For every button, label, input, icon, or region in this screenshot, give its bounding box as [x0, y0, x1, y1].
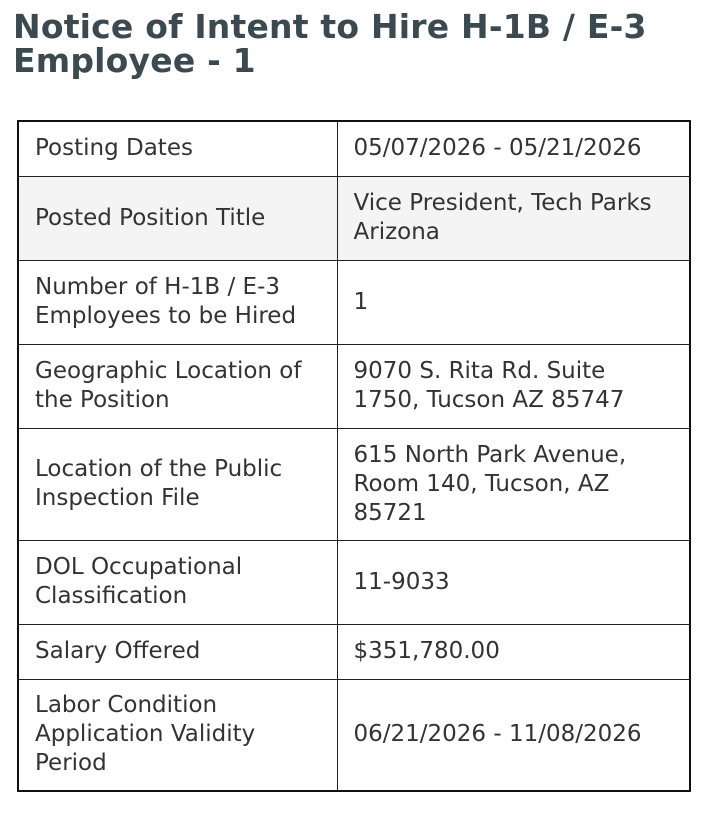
row-value-occupational-classification: 11-9033: [337, 540, 690, 624]
row-label-posting-dates: Posting Dates: [18, 121, 337, 176]
row-label-geographic-location: Geographic Location of the Position: [18, 344, 337, 428]
table-row-employees-hired: [18, 260, 690, 344]
row-value-position-title: Vice President, Tech Parks Arizona: [337, 176, 690, 260]
row-label-public-inspection-file: Location of the Public Inspection File: [18, 428, 337, 540]
row-value-salary-offered: $351,780.00: [337, 624, 690, 679]
row-label-occupational-classification: DOL Occupational Classification: [18, 540, 337, 624]
row-label-lca-validity-period: Labor Condition Application Validity Period: [18, 679, 337, 791]
table-row-lca-validity-period: [18, 679, 690, 791]
notice-details-table: [17, 120, 691, 792]
row-value-lca-validity-period: 06/21/2026 - 11/08/2026: [337, 679, 690, 791]
table-row-occupational-classification: [18, 540, 690, 624]
row-label-employees-hired: Number of H-1B / E-3 Employees to be Hired: [18, 260, 337, 344]
row-label-salary-offered: Salary Offered: [18, 624, 337, 679]
row-label-position-title: Posted Position Title: [18, 176, 337, 260]
table-row-posting-dates: [18, 121, 690, 176]
row-value-public-inspection-file: 615 North Park Avenue, Room 140, Tucson, AZ 85721: [337, 428, 690, 540]
row-value-geographic-location: 9070 S. Rita Rd. Suite 1750, Tucson AZ 85747: [337, 344, 690, 428]
page-title: Notice of Intent to Hire H-1B / E-3 Employee - 1: [13, 7, 647, 80]
row-value-employees-hired: 1: [337, 260, 690, 344]
table-row-geographic-location: [18, 344, 690, 428]
table-row-position-title: [18, 176, 690, 260]
table-row-salary-offered: [18, 624, 690, 679]
table-row-public-inspection-file: [18, 428, 690, 540]
row-value-posting-dates: 05/07/2026 - 05/21/2026: [337, 121, 690, 176]
